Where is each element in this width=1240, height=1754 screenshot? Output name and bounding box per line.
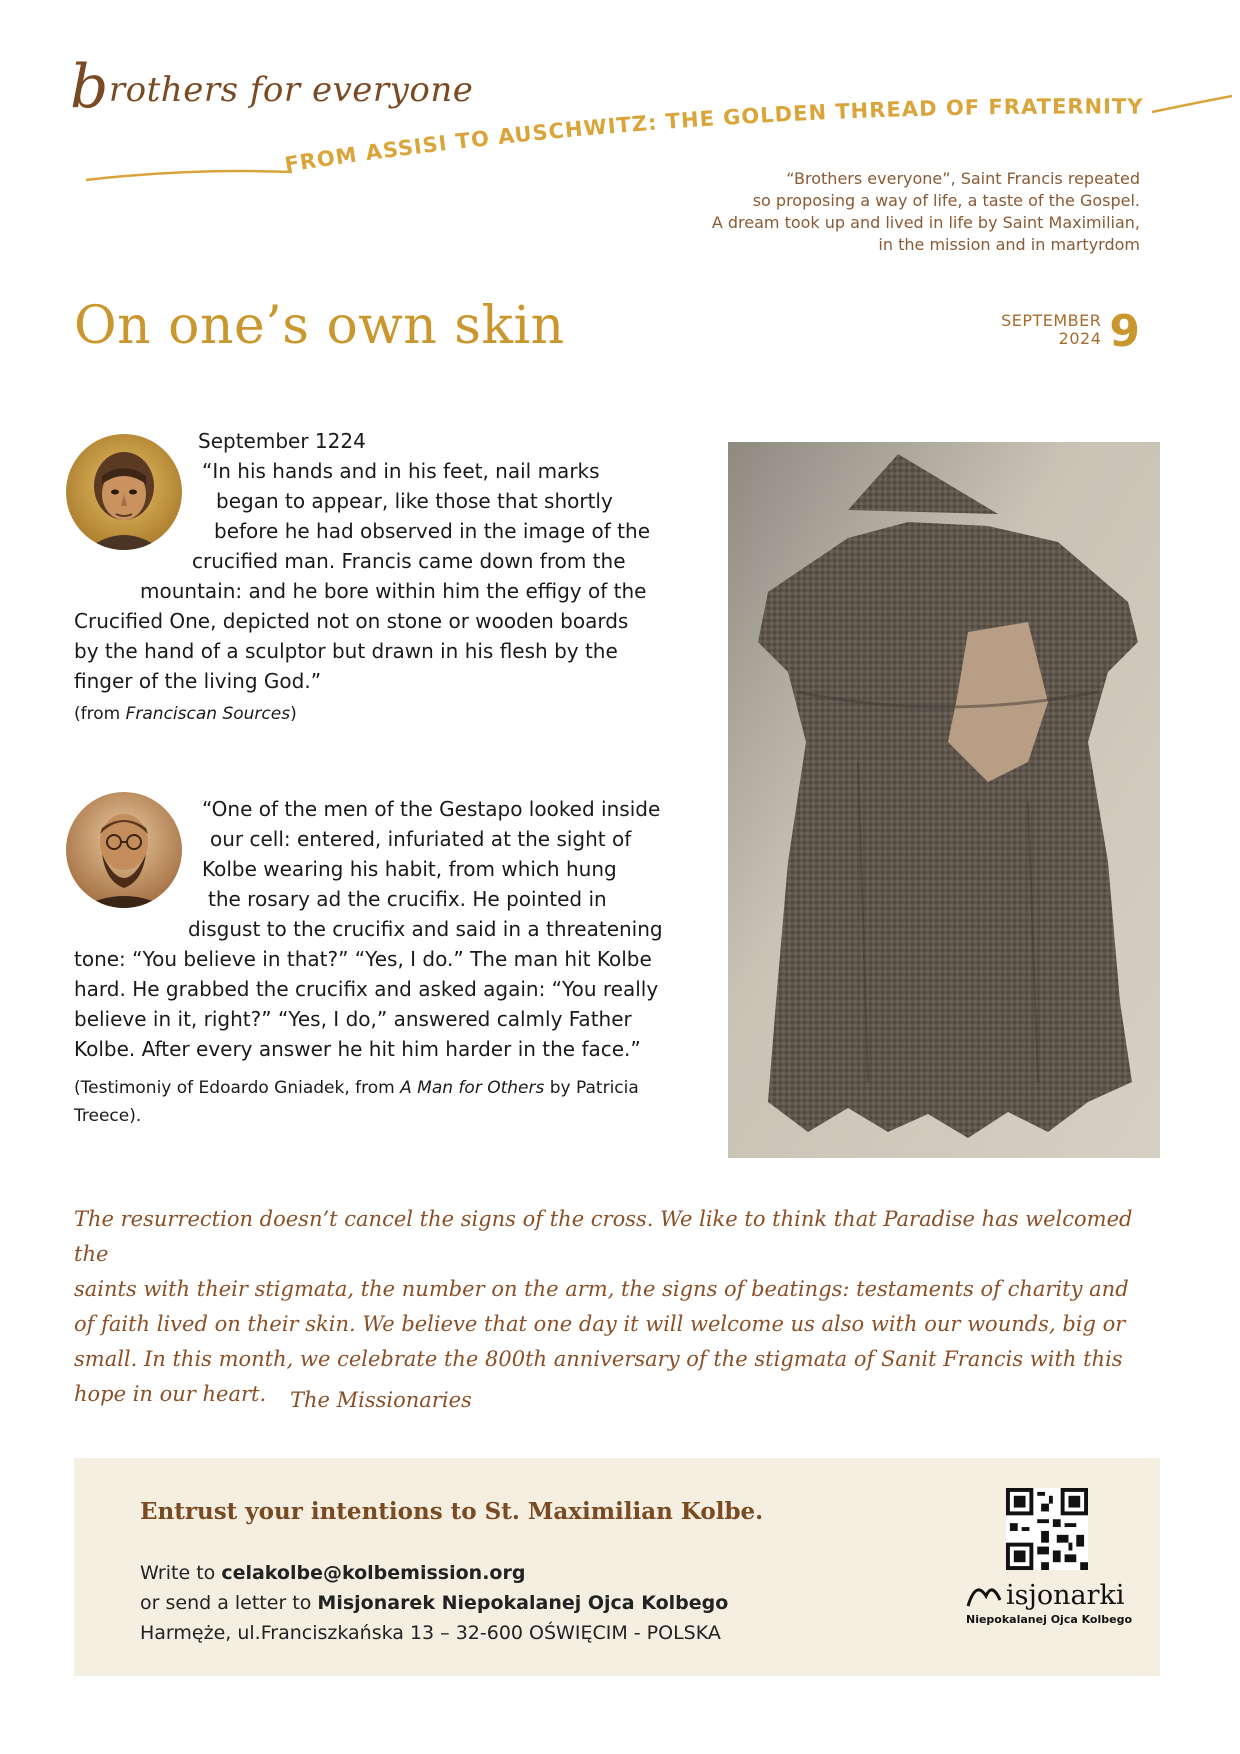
- quote-line: hard. He grabbed the crucifix and asked again: “You really: [74, 977, 659, 1001]
- source-title: A Man for Others: [400, 1078, 545, 1098]
- write-prefix: Write to: [140, 1562, 222, 1584]
- brand-text: rothers for everyone: [108, 70, 474, 110]
- logo-subtitle: Niepokalanej Ojca Kolbego: [966, 1613, 1133, 1626]
- quote-line: “One of the men of the Gestapo looked inside: [202, 797, 661, 821]
- reflection-line: of faith lived on their skin. We believe that one day it will welcome us also with our wounds, big or: [74, 1312, 1126, 1336]
- quote-line: the rosary ad the crucifix. He pointed in: [208, 887, 607, 911]
- reflection-line: The resurrection doesn’t cancel the signs of the cross. We like to think that Paradise has welcomed the: [74, 1207, 1133, 1266]
- quote-line: “In his hands and in his feet, nail marks: [202, 459, 600, 483]
- quote-line: began to appear, like those that shortly: [216, 489, 613, 513]
- left-thread: [86, 171, 292, 180]
- quote-line: Crucified One, depicted not on stone or wooden boards: [74, 609, 629, 633]
- quote-line: before he had observed in the image of the: [214, 519, 650, 543]
- missionaries-logo: [966, 1576, 1136, 1626]
- right-thread: [1152, 96, 1232, 112]
- recipient-name: Misjonarek Niepokalanej Ojca Kolbego: [317, 1592, 729, 1614]
- letter-prefix: or send a letter to: [140, 1592, 318, 1614]
- page-title: On one’s own skin: [74, 296, 565, 356]
- brand-initial: b: [70, 52, 109, 122]
- date-day: 9: [1109, 306, 1140, 357]
- intro-line: “Brothers everyone”, Saint Francis repeated: [786, 169, 1140, 188]
- reflection-line: hope in our heart.: [74, 1382, 267, 1406]
- quote-line: tone: “You believe in that?” “Yes, I do.” The man hit Kolbe: [74, 947, 652, 971]
- francis-quote: [74, 430, 684, 728]
- quote-line: by the hand of a sculptor but drawn in his flesh by the: [74, 639, 618, 663]
- logo-word: isjonarki: [1006, 1580, 1125, 1611]
- source-prefix: (from: [74, 704, 126, 724]
- email-link[interactable]: celakolbe@kolbemission.org: [221, 1562, 526, 1584]
- quote-line: crucified man. Francis came down from the: [192, 549, 626, 573]
- signature: The Missionaries: [290, 1388, 472, 1412]
- habit-shape: [758, 522, 1138, 1138]
- quote-line: our cell: entered, infuriated at the sight of: [210, 827, 632, 851]
- subtitle-text: [283, 94, 1144, 176]
- kolbe-quote: [74, 794, 684, 1130]
- quote-date-line: September 1224: [198, 429, 366, 453]
- source-line-2: Treece).: [74, 1106, 142, 1126]
- letter-line: [140, 1588, 728, 1618]
- quote-line: mountain: and he bore within him the effigy of the: [140, 579, 647, 603]
- email-line: [140, 1558, 728, 1588]
- quote-line: finger of the living God.”: [74, 669, 322, 693]
- reflection-line: saints with their stigmata, the number on the arm, the signs of beatings: testaments of charity and: [74, 1277, 1129, 1301]
- source-prefix: (Testimoniy of Edoardo Gniadek, from: [74, 1078, 401, 1098]
- source-suffix: ): [290, 704, 297, 724]
- quote-source: [74, 1074, 684, 1130]
- quote-source: [74, 700, 684, 728]
- source-suffix: by Patricia: [544, 1078, 639, 1098]
- intro-line: so proposing a way of life, a taste of the Gospel.: [752, 191, 1140, 210]
- address-line: Harmęże, ul.Franciszkańska 13 – 32-600 OŚWIĘCIM - POLSKA: [140, 1622, 721, 1644]
- habit-photo: [728, 442, 1160, 1158]
- source-title: Franciscan Sources: [125, 704, 291, 724]
- date-month-year: [1001, 312, 1101, 348]
- contact-heading: Entrust your intentions to St. Maximilian Kolbe.: [140, 1498, 764, 1525]
- contact-box: [74, 1458, 1160, 1676]
- reflection-line: small. In this month, we celebrate the 800th anniversary of the stigmata of Sanit Francis with this: [74, 1347, 1123, 1371]
- qr-code[interactable]: [1006, 1488, 1088, 1570]
- quote-line: Kolbe wearing his habit, from which hung: [202, 857, 617, 881]
- subtitle-textpath: FROM ASSISI TO AUSCHWITZ: THE GOLDEN THREAD OF FRATERNITY: [283, 94, 1144, 177]
- logo-swoosh-icon: [966, 1576, 1006, 1610]
- quote-line: believe in it, right?” “Yes, I do,” answered calmly Father: [74, 1007, 632, 1031]
- date-year: 2024: [1058, 329, 1102, 348]
- quote-line: disgust to the crucifix and said in a threatening: [188, 917, 663, 941]
- intro-line: in the mission and in martyrdom: [878, 235, 1140, 254]
- contact-details: [140, 1558, 728, 1648]
- reflection-paragraph: [74, 1202, 1164, 1412]
- date-block: [1001, 306, 1140, 357]
- intro-line: A dream took up and lived in life by Saint Maximilian,: [711, 213, 1140, 232]
- quote-line: Kolbe. After every answer he hit him harder in the face.”: [74, 1037, 641, 1061]
- intro-paragraph: [620, 168, 1140, 256]
- date-month: SEPTEMBER: [1001, 311, 1102, 330]
